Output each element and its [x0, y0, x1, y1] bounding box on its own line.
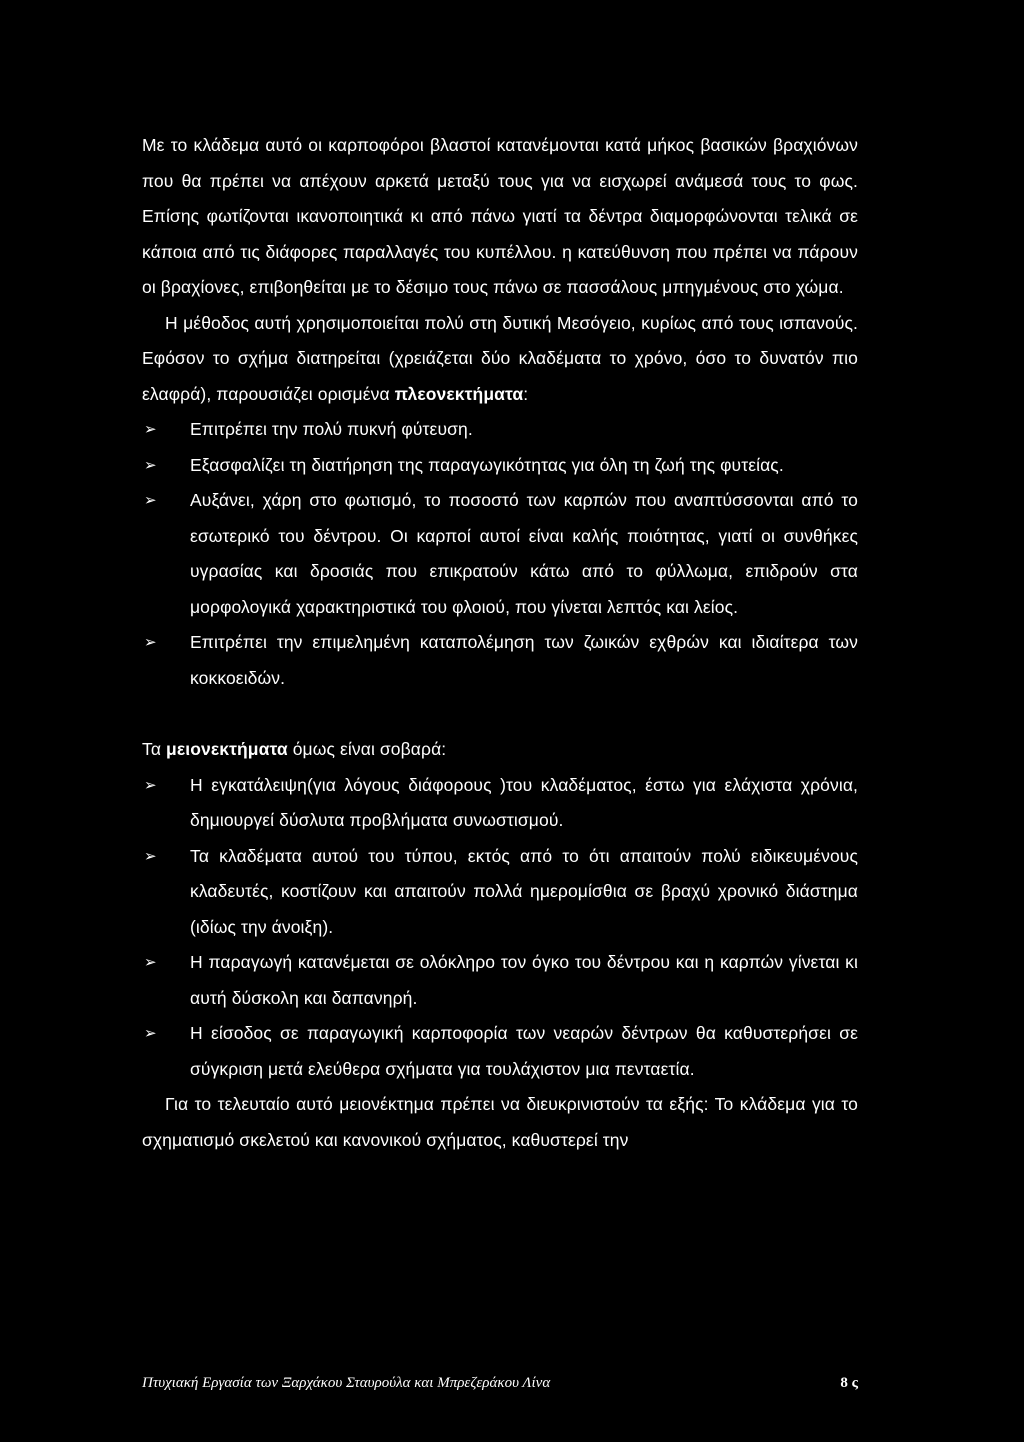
- list-item: [142, 448, 858, 484]
- paragraph-disadvantages-before: Τα: [142, 739, 167, 759]
- list-item-text: Η παραγωγή κατανέμεται σε ολόκληρο τον όγκο του δέντρου και η καρπών γίνεται κι αυτή δύσκολη και δαπανηρή.: [190, 952, 858, 1008]
- arrow-bullet-icon: ➢: [144, 491, 157, 509]
- arrow-bullet-icon: ➢: [144, 633, 157, 651]
- paragraph-method: [142, 306, 858, 413]
- list-item: [142, 1016, 858, 1087]
- list-item: [142, 839, 858, 946]
- list-item: [142, 945, 858, 1016]
- document-body: [142, 128, 858, 1158]
- list-item-text: Επιτρέπει την επιμελημένη καταπολέμηση των ζωικών εχθρών και ιδιαίτερα των κοκκοειδών.: [190, 632, 858, 688]
- paragraph-method-text: Η μέθοδος αυτή χρησιμοποιείται πολύ στη δυτική Μεσόγειο, κυρίως από τους ισπανούς. Εφόσον το σχήμα διατηρείται (χρειάζεται δύο κλαδέματα το χρόνο, όσο το δυνατόν πιο ελαφρά), παρουσιάζει ορισμένα: [142, 312, 858, 404]
- arrow-bullet-icon: ➢: [144, 846, 157, 865]
- list-item-text: Αυξάνει, χάρη στο φωτισμό, το ποσοστό των καρπών που αναπτύσσονται από το εσωτερικό του δέντρου. Οι καρποί αυτοί είναι καλής ποιότητας, γιατί οι συνθήκες υγρασίας και δροσιάς που επικρατούν κάτω από το φύλλωμα, επιδρούν στα μορφολογικά χαρακτηριστικά του φλοιού, που γίνεται λεπτός και λείος.: [190, 490, 858, 617]
- list-item: [142, 768, 858, 839]
- advantages-list: [142, 412, 858, 696]
- page-footer: [142, 1375, 858, 1392]
- paragraph-disadvantages-intro: [142, 732, 858, 768]
- list-item-text: Η είσοδος σε παραγωγική καρποφορία των νεαρών δέντρων θα καθυστερήσει σε σύγκριση μετά ελεύθερα σχήματα για τουλάχιστον μια πενταετία.: [190, 1023, 858, 1079]
- arrow-bullet-icon: ➢: [144, 775, 157, 794]
- arrow-bullet-icon: ➢: [144, 420, 157, 438]
- paragraph-disadvantages-after: όμως είναι σοβαρά:: [287, 739, 447, 759]
- list-item-text: Τα κλαδέματα αυτού του τύπου, εκτός από το ότι απαιτούν πολύ ειδικευμένους κλαδευτές, κοστίζουν και απαιτούν πολλά ημερομίσθια σε βραχύ χρονικό διάστημα (ιδίως την άνοιξη).: [190, 845, 858, 937]
- footer-text: Πτυχιακή Εργασία των Ξαρχάκου Σταυρούλα και Μπρεζεράκου Λίνα: [142, 1375, 551, 1391]
- paragraph-closing: Για το τελευταίο αυτό μειονέκτημα πρέπει να διευκρινιστούν τα εξής: Το κλάδεμα για το σχηματισμό σκελετού και κανονικού σχήματος, καθυστερεί την: [142, 1094, 858, 1150]
- list-item: [142, 483, 858, 625]
- list-item: [142, 625, 858, 696]
- list-item-text: Επιτρέπει την πολύ πυκνή φύτευση.: [190, 419, 473, 439]
- page-number: 8 ς: [840, 1375, 858, 1391]
- disadvantages-list: [142, 768, 858, 1088]
- arrow-bullet-icon: ➢: [144, 953, 157, 971]
- paragraph-gap: [142, 696, 858, 732]
- disadvantages-heading: μειονεκτήματα: [166, 739, 288, 759]
- paragraph-intro: Με το κλάδεμα αυτό οι καρποφόροι βλαστοί κατανέμονται κατά μήκος βασικών βραχιόνων που θα πρέπει να απέχουν αρκετά μεταξύ τους για να εισχωρεί ανάμεσά τους το φως. Επίσης φωτίζονται ικανοποιητικά κι από πάνω γιατί τα δέντρα διαμορφώνονται τελικά σε κάποια από τις διάφορες παραλλαγές του κυπέλλου. η κατεύθυνση που πρέπει να πάρουν οι βραχίονες, επιβοηθείται με το δέσιμο τους πάνω σε πασσάλους μπηγμένους στο χώμα.: [142, 135, 858, 297]
- arrow-bullet-icon: ➢: [144, 1024, 157, 1042]
- list-item-text: Εξασφαλίζει τη διατήρηση της παραγωγικότητας για όλη τη ζωή της φυτείας.: [190, 454, 784, 475]
- arrow-bullet-icon: ➢: [144, 455, 157, 474]
- list-item-text: Η εγκατάλειψη(για λόγους διάφορους )του κλαδέματος, έστω για ελάχιστα χρόνια, δημιουργεί δύσλυτα προβλήματα συνωστισμού.: [190, 774, 858, 830]
- advantages-heading: πλεονεκτήματα: [394, 383, 524, 404]
- paragraph-method-colon: :: [523, 383, 529, 404]
- list-item: [142, 412, 858, 448]
